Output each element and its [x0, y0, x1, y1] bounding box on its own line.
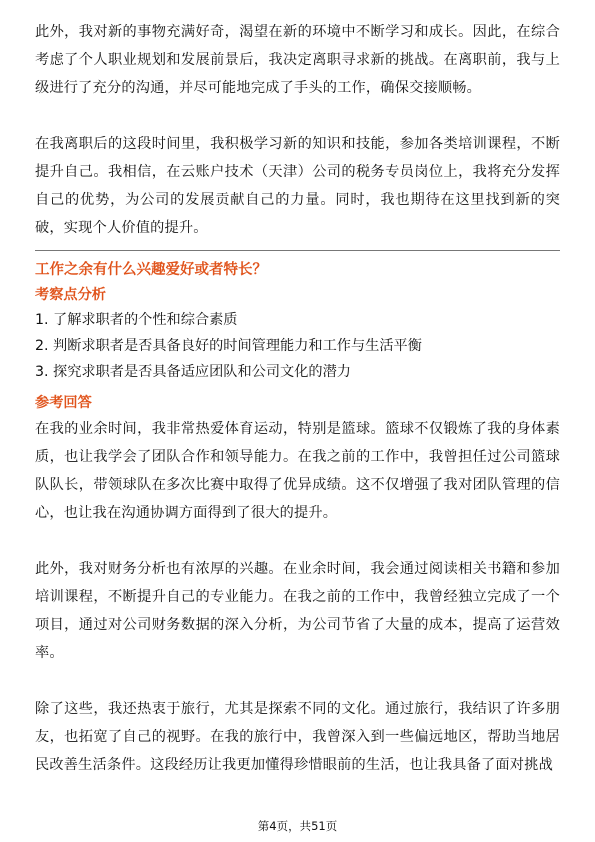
- answer-paragraph-1: 在我的业余时间，我非常热爱体育运动，特别是篮球。篮球不仅锻炼了我的身体素质，也让我学会了团队合作和领导能力。在我之前的工作中，我曾担任过公司篮球队队长，带领球队在多次比赛中取得了优异成绩。这不仅增强了我对团队管理的信心，也让我在沟通协调方面得到了很大的提升。: [35, 421, 560, 521]
- analysis-item-1: 1. 了解求职者的个性和综合素质: [35, 312, 238, 328]
- answer-heading: 参考回答: [35, 395, 92, 411]
- section-divider: [35, 250, 560, 251]
- page-footer: 第4页，共51页: [257, 819, 338, 833]
- analysis-heading: 考察点分析: [35, 287, 106, 303]
- analysis-item-3: 3. 探究求职者是否具备适应团队和公司文化的潜力: [35, 364, 351, 380]
- interview-question: 工作之余有什么兴趣爱好或者特长？: [35, 262, 267, 278]
- analysis-item-2: 2. 判断求职者是否具备良好的时间管理能力和工作与生活平衡: [35, 338, 422, 354]
- answer-paragraph-3: 除了这些，我还热衷于旅行，尤其是探索不同的文化。通过旅行，我结识了许多朋友，也拓宽了自己的视野。在我的旅行中，我曾深入到一些偏远地区，帮助当地居民改善生活条件。这段经历让我更加懂得珍惜眼前的生活，也让我具备了面对挑战: [35, 701, 560, 773]
- document-page: [35, 18, 560, 779]
- intro-paragraph-2: 在我离职后的这段时间里，我积极学习新的知识和技能，参加各类培训课程，不断提升自己。我相信，在云账户技术（天津）公司的税务专员岗位上，我将充分发挥自己的优势，为公司的发展贡献自己的力量。同时，我也期待在这里找到新的突破，实现个人价值的提升。: [35, 136, 560, 236]
- intro-paragraph-1: 此外，我对新的事物充满好奇，渴望在新的环境中不断学习和成长。因此，在综合考虑了个人职业规划和发展前景后，我决定离职寻求新的挑战。在离职前，我与上级进行了充分的沟通，并尽可能地完成了手头的工作，确保交接顺畅。: [35, 24, 560, 96]
- answer-paragraph-2: 此外，我对财务分析也有浓厚的兴趣。在业余时间，我会通过阅读相关书籍和参加培训课程，不断提升自己的专业能力。在我之前的工作中，我曾经独立完成了一个项目，通过对公司财务数据的深入分析，为公司节省了大量的成本，提高了运营效率。: [35, 561, 560, 661]
